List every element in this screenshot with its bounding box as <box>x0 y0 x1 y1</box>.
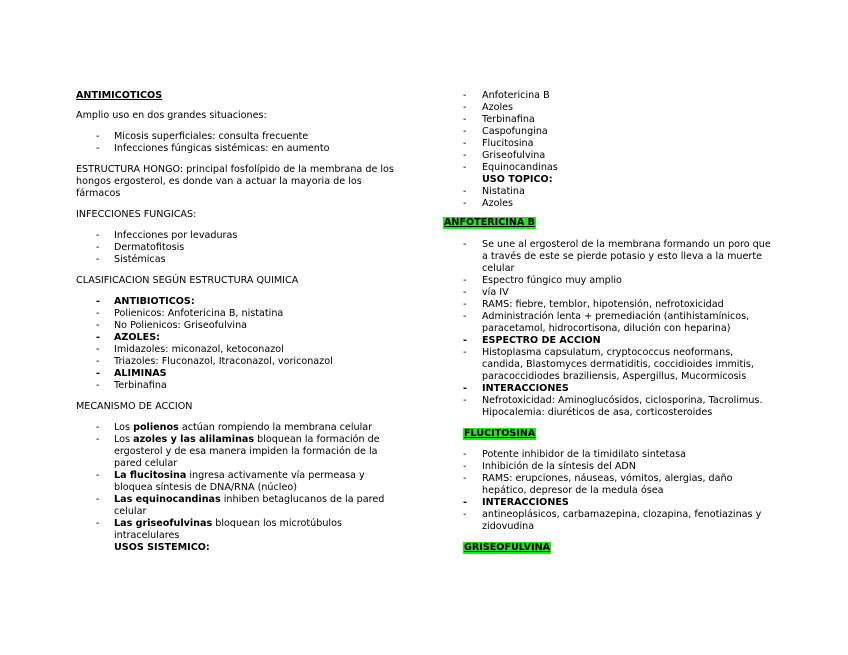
list-item: - Los azoles y las alilaminas bloquean la formación de ergosterol y de esa manera impiden la formación de la pared celular <box>96 434 380 469</box>
griseofulvina-heading: GRISEOFULVINA <box>464 542 551 553</box>
list-item: - INTERACCIONES <box>463 383 569 394</box>
list-item: - Sistémicas <box>96 254 166 265</box>
clasificacion-list <box>76 296 406 392</box>
list-item: - Los polienos actúan rompiendo la membrana celular <box>96 422 373 433</box>
list-item: - ALIMINAS <box>96 368 167 379</box>
list-item: - vía IV <box>463 287 509 298</box>
left-column <box>76 90 406 554</box>
list-item: - Anfotericina B <box>463 90 550 101</box>
mecanismo-heading: MECANISMO DE ACCION <box>76 401 193 412</box>
anfotericina-list <box>463 239 773 419</box>
list-item: - Caspofungina <box>463 126 548 137</box>
list-item: - Nefrotoxicidad: Aminoglucósidos, ciclosporina, Tacrolimus. Hipocalemia: diuréticos de asa, corticosteroides <box>463 395 763 418</box>
list-item: - Administración lenta + premediación (antihistamínicos, paracetamol, hidrocortisona, dilución con heparina) <box>463 311 750 334</box>
intro-text: Amplio uso en dos grandes situaciones: <box>76 110 267 121</box>
list-item: - RAMS: fiebre, temblor, hipotensión, nefrotoxicidad <box>463 299 724 310</box>
list-item: - Nistatina <box>463 186 525 197</box>
list-item: - Equinocandinas <box>463 162 558 173</box>
list-item: - antineoplásicos, carbamazepina, clozapina, fenotiazinas y zidovudina <box>463 509 762 532</box>
list-item: - Infecciones fúngicas sistémicas: en aumento <box>96 143 330 154</box>
list-item: - Azoles <box>463 198 514 209</box>
right-column <box>443 90 773 563</box>
list-item: - Terbinafina <box>463 114 535 125</box>
list-item: - RAMS: erupciones, náuseas, vómitos, alergias, daño hepático, depresor de la medula ósea <box>463 473 733 496</box>
list-item: - Terbinafina <box>96 380 167 391</box>
list-item: - Histoplasma capsulatum, cryptococcus neoformans, candida, Blastomyces dermatiditis, coccidioides immitis, paracoccidiodes braziliensis, Aspergillus, Mucormicosis <box>463 347 754 382</box>
list-item: - La flucitosina ingresa activamente vía permeasa y bloquea síntesis de DNA/RNA (núcleo) <box>96 470 365 493</box>
infecciones-heading: INFECCIONES FUNGICAS: <box>76 209 197 220</box>
list-item: - Dermatofitosis <box>96 242 185 253</box>
list-item: - Micosis superficiales: consulta frecuente <box>96 131 309 142</box>
estructura-text: ESTRUCTURA HONGO: principal fosfolípido de la membrana de los hongos ergosterol, es donde van a actuar la mayoria de los fármacos <box>76 164 394 199</box>
list-item: - INTERACCIONES <box>463 497 569 508</box>
list-item: - No Polienicos: Griseofulvina <box>96 320 248 331</box>
list-item: - Azoles <box>463 102 514 113</box>
document-title: ANTIMICOTICOS <box>76 90 163 101</box>
usos-sistemico-heading: USOS SISTEMICO: <box>114 542 210 553</box>
list-item: - Polienicos: Anfotericina B, nistatina <box>96 308 284 319</box>
list-item: - Triazoles: Fluconazol, Itraconazol, voriconazol <box>96 356 333 367</box>
uso-topico-heading: USO TOPICO: <box>482 174 553 185</box>
infecciones-list <box>76 230 406 266</box>
list-item: - Espectro fúngico muy amplio <box>463 275 622 286</box>
list-item: - Se une al ergosterol de la membrana formando un poro que a través de este se pierde potasio y esto lleva a la muerte celular <box>463 239 771 274</box>
flucitosina-heading: FLUCITOSINA <box>464 428 536 439</box>
flucitosina-list <box>463 449 773 533</box>
list-item: - Imidazoles: miconazol, ketoconazol <box>96 344 284 355</box>
anfotericina-heading: ANFOTERICINA B <box>444 217 535 228</box>
list-item: - Flucitosina <box>463 138 534 149</box>
sistemico-list <box>463 90 773 210</box>
list-item: - Griseofulvina <box>463 150 546 161</box>
list-item: - ANTIBIOTICOS: <box>96 296 195 307</box>
list-item: - Infecciones por levaduras <box>96 230 238 241</box>
list-item: - Potente inhibidor de la timidilato sintetasa <box>463 449 686 460</box>
list-item: - Inhibición de la síntesis del ADN <box>463 461 636 472</box>
mecanismo-list <box>76 422 406 554</box>
list-item: - Las griseofulvinas bloquean los microtúbulos intracelulares <box>96 518 342 541</box>
list-item: - ESPECTRO DE ACCION <box>463 335 601 346</box>
situations-list <box>76 131 406 155</box>
list-item: - Las equinocandinas inhiben betaglucanos de la pared celular <box>96 494 385 517</box>
list-item: - AZOLES: <box>96 332 160 343</box>
clasificacion-heading: CLASIFICACION SEGÚN ESTRUCTURA QUIMICA <box>76 275 299 286</box>
